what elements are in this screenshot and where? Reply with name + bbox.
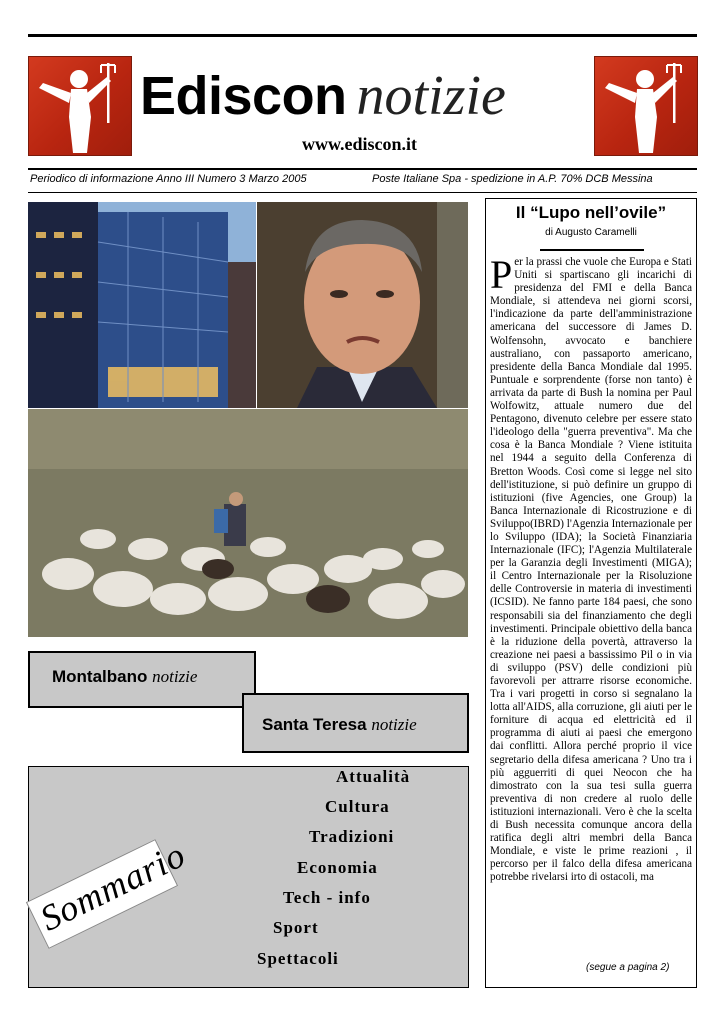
toc-item-tech-info[interactable]: Tech - info bbox=[283, 888, 371, 907]
masthead-title bbox=[140, 64, 590, 134]
santa-teresa-name: Santa Teresa bbox=[262, 715, 367, 734]
building-photo bbox=[28, 202, 256, 408]
santa-teresa-title bbox=[262, 715, 417, 735]
article-author: di Augusto Caramelli bbox=[545, 227, 637, 238]
masthead-brand: Ediscon bbox=[140, 66, 347, 126]
continued-note[interactable]: (segue a pagina 2) bbox=[586, 962, 670, 973]
portrait-photo bbox=[257, 202, 468, 408]
montalbano-name: Montalbano bbox=[52, 667, 148, 686]
article-title: Il “Lupo nell’ovile” bbox=[515, 203, 667, 222]
issue-info: Periodico di informazione Anno III Numero 3 Marzo 2005 bbox=[30, 173, 307, 185]
santa-teresa-section[interactable] bbox=[242, 693, 469, 753]
santa-teresa-suffix: notizie bbox=[371, 715, 417, 734]
article-text: er la prassi che vuole che Europa e Stati Uniti si spartiscano gli incarichi di presidenza del FMI e della Banca Mondiale, si attendeva nei giorni scorsi, l'indicazione da parte dell'amministrazione americana del successore di James D. Wolfensohn, avvocato e banchiere australiano, con passaporto americano, presidente della Banca Mondiale dal 1995. Puntuale e sorprendente (forse non tanto) è arrivata da parte di Bush la nomina per Paul Wolfowitz, attuale numero due del Pentagono, divenuto celebre per essere stato l'ideologo della "guerra preventiva". Ma che cosa è la Banca Mondiale ? Viene istituita nel 1944 a seguito della Conferenza di Bretton Woods. Così come si legge nel sito dell'istituzione, si può definire un gruppo di istituzioni (five Agencies, one Group) la Banca Internazionale di Ricostruzione e di Sviluppo(IBRD) l'Agenzia Internazionale per lo Sviluppo (IDA); la Società Finanziaria Internazionale (IFC); l'Agenzia Multilaterale per la Garanzia degli Investimenti (MIGA); il Centro Internazionale per la Risoluzione delle Controversie in materia di investimenti (ICSID). Ne fanno parte 184 paesi, che sono responsabili sia del finanziamento che degli investimenti. Principale obiettivo della banca è la riduzione della povertà, attraverso la creazione nei paesi a bassissimo Pil o in via di sviluppo (PSV) delle condizioni più favorevoli per attrarre risorse economiche. Tra i vari progetti in corso si segnalano la lotta all'AIDS, alla corruzione, gli aiuti per le forniture di acqua ed elettricità ed il programma di aiuti ai paesi che emergono dai conflitti. Allora perché proprio il vice segretario della difesa americana ? Uno tra i più agguerriti di quei Neocon che ha dimostrato con la sua tesi sulla guerra preventiva di non credere al ruolo delle istituzioni internazionali. Vero è che la scelta di Bush necessita comunque ancora della ratifica degli altri membri della Banca Mondiale, e viste le prime reazioni , il percorso per il falco della difesa americana potrebbe rivelarsi irto di ostacoli, ma bbox=[490, 256, 692, 884]
toc-item-sport[interactable]: Sport bbox=[273, 918, 319, 937]
toc-item-spettacoli[interactable]: Spettacoli bbox=[257, 949, 339, 968]
toc-item-cultura[interactable]: Cultura bbox=[325, 797, 390, 816]
montalbano-section[interactable] bbox=[28, 651, 256, 708]
logo-left bbox=[28, 56, 132, 156]
sheep-flock-photo bbox=[28, 409, 468, 637]
toc-item-attualita[interactable]: Attualità bbox=[336, 767, 411, 786]
postal-info: Poste Italiane Spa - spedizione in A.P. 70% DCB Messina bbox=[372, 173, 653, 185]
logo-figure-icon bbox=[29, 57, 131, 155]
article-title-rule bbox=[540, 249, 644, 251]
logo-figure-icon bbox=[595, 57, 697, 155]
toc-item-tradizioni[interactable]: Tradizioni bbox=[309, 827, 395, 846]
info-rule bbox=[28, 192, 697, 193]
article-body bbox=[490, 252, 692, 885]
website-link[interactable]: www.ediscon.it bbox=[302, 134, 418, 154]
header-rule bbox=[28, 168, 697, 170]
montalbano-suffix: notizie bbox=[152, 667, 198, 686]
montalbano-title bbox=[52, 667, 197, 687]
sommario-label-text: Sommario bbox=[33, 834, 192, 939]
top-rule bbox=[28, 34, 697, 37]
toc-item-economia[interactable]: Economia bbox=[297, 858, 378, 877]
drop-cap: P bbox=[490, 252, 513, 297]
article-column bbox=[485, 198, 697, 988]
masthead-notizie: notizie bbox=[356, 65, 506, 127]
logo-right bbox=[594, 56, 698, 156]
